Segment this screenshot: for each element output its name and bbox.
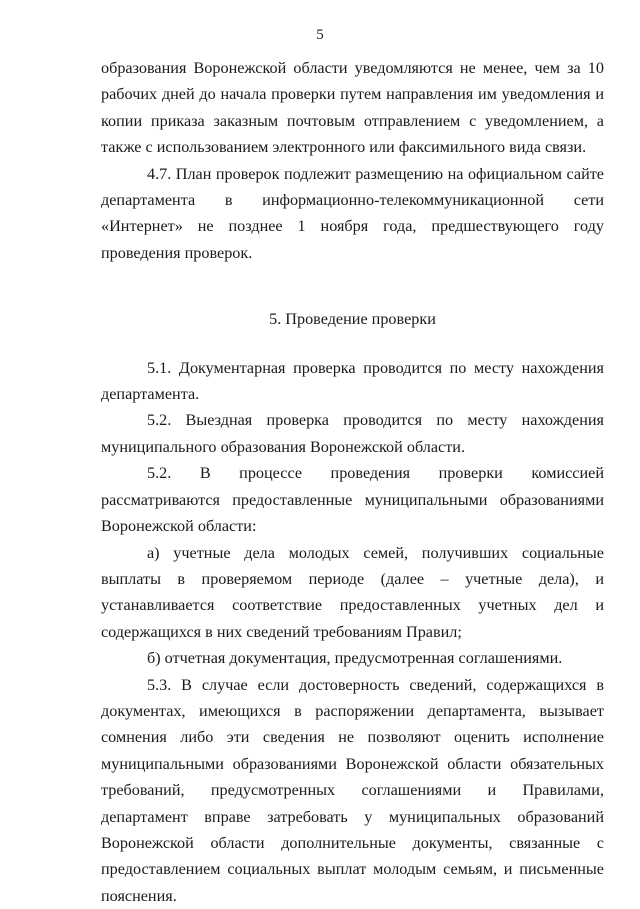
paragraph-5-2-onsite: 5.2. Выездная проверка проводится по месту нахождения муниципального образования Воронежской области. [101, 411, 604, 456]
section-heading: 5. Проведение проверки [269, 310, 436, 329]
list-item-a: а) учетные дела молодых семей, получивших социальные выплаты в проверяемом периоде (далее – учетные дела), и устанавливается соответствие предоставленных учетных дел и содержащихся в них сведений требованиям Правил; [101, 543, 604, 641]
paragraph-5-2-review: 5.2. В процессе проведения проверки комиссией рассматриваются предоставленные муниципальными образованиями Воронежской области: [101, 464, 604, 536]
paragraph-continuation: образования Воронежской области уведомляются не менее, чем за 10 рабочих дней до начала проверки путем направления им уведомления и копии приказа заказным почтовым отправлением с уведомлением, а также с использованием электронного или факсимильного вида связи. [101, 59, 604, 157]
paragraph-4-7: 4.7. План проверок подлежит размещению на официальном сайте департамента в информационно-телекоммуникационной сети «Интернет» не позднее 1 ноября года, предшествующего году проведения проверок. [101, 164, 604, 262]
page-number: 5 [316, 27, 324, 43]
paragraph-5-3: 5.3. В случае если достоверность сведений, содержащихся в документах, имеющихся в распоряжении департамента, вызывает сомнения либо эти сведения не позволяют оценить исполнение муниципальными образованиями Воронежской области обязательных требований, предусмотренных соглашениями и Правилами, департамент вправе затребовать у муниципальных образований Воронежской области дополнительные документы, связанные с предоставлением социальных выплат молодым семьям, и письменные пояснения. [101, 675, 604, 905]
paragraph-5-1: 5.1. Документарная проверка проводится по месту нахождения департамента. [101, 358, 604, 404]
list-item-b: б) отчетная документация, предусмотренная соглашениями. [147, 649, 563, 668]
document-body [101, 55, 604, 909]
